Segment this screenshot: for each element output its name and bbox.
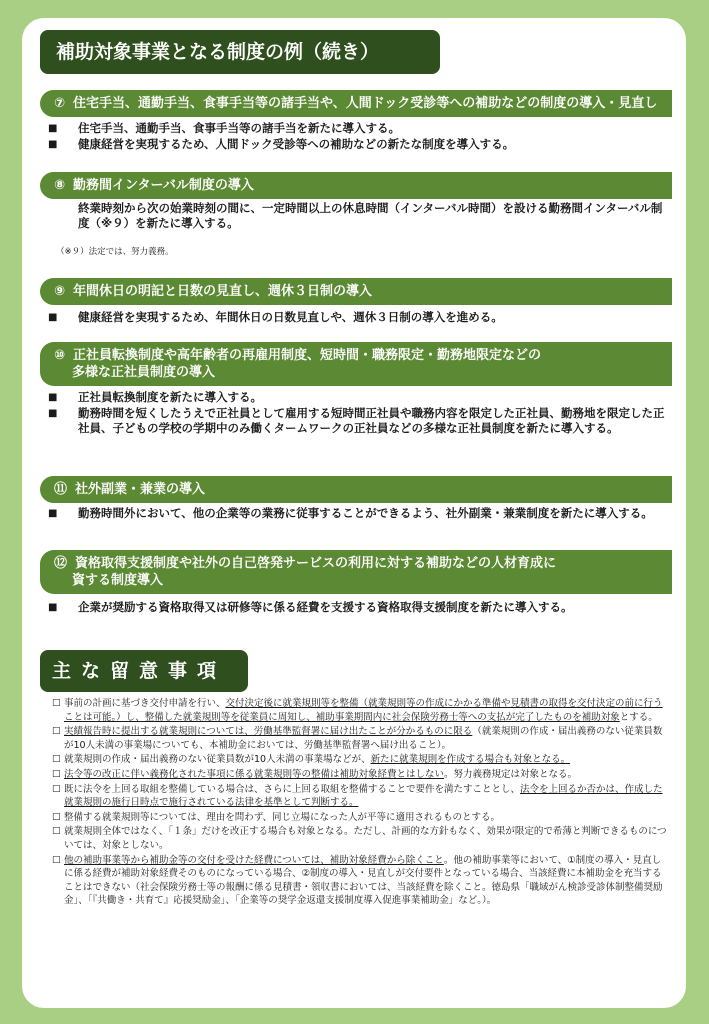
section-10-header	[40, 342, 672, 386]
list-item: ■ 健康経営を実現するため、年間休日の日数見直しや、週休３日制の導入を進める。	[48, 310, 503, 324]
section-heading: 住宅手当、通勤手当、食事手当等の諸手当や、人間ドック受診等への補助などの制度の導入・見直し	[73, 96, 658, 111]
checkbox-square-icon: □	[52, 726, 61, 737]
note-item	[52, 825, 668, 852]
section-9-bullets	[48, 310, 668, 326]
list-item: ■ 健康経営を実現するため、人間ドック受診等への補助などの新たな制度を導入する。	[48, 137, 515, 151]
notes-title: 主な留意事項	[40, 650, 248, 692]
note-item	[52, 768, 668, 782]
section-number: ⑪	[54, 482, 68, 497]
note-text: 実績報告時に提出する就業規則については、労働基準監督署に届け出たことが分かるものに限る（就業規則の作成・届出義務のない従業員数が10人未満の事業場についても、本補助金においては、労働基準監督署へ届け出ること）。	[64, 726, 663, 751]
page-title: 補助対象事業となる制度の例（続き）	[40, 30, 440, 74]
bullet-square-icon: ■	[48, 508, 58, 519]
list-item: ■ 勤務時間外において、他の企業等の業務に従事することができるよう、社外副業・兼業制度を新たに導入する。	[48, 506, 653, 520]
section-heading: 勤務間インターバル制度の導入	[73, 178, 254, 193]
bullet-square-icon: ■	[48, 602, 58, 613]
section-number: ⑨	[54, 284, 66, 299]
note-item	[52, 783, 668, 810]
section-12-bullets	[48, 600, 668, 616]
checkbox-square-icon: □	[52, 698, 61, 708]
section-heading-line2: 多様な正社員制度の導入	[72, 365, 216, 380]
section-12-header	[40, 550, 672, 594]
checkbox-square-icon: □	[52, 854, 61, 865]
list-item: ■ 勤務時間を短くしたうえで正社員として雇用する短時間正社員や職務内容を限定した正社員、勤務地を限定した正社員、子どもの学校の学期中のみ働くタームワークの正社員などの多様な正社員制度を新たに導入する。	[48, 406, 665, 435]
bullet-square-icon: ■	[48, 123, 58, 134]
checkbox-square-icon: □	[52, 811, 61, 822]
note-text: 事前の計画に基づき交付申請を行い、交付決定後に就業規則等を整備（就業規則等の作成にかかる準備や見積書の取得を交付決定の前に行うことは可能。）し、整備した就業規則等を従業員に周知し、補助事業期間内に社会保険労務士等への支払が完了したものを補助対象とする。	[64, 698, 663, 723]
footnote: （※９）法定では、努力義務。	[56, 247, 174, 257]
note-text: 法令等の改正に伴い義務化された事項に係る就業規則等の整備は補助対象経費とはしない。努力義務規定は対象となる。	[64, 768, 578, 780]
section-number: ⑫	[54, 556, 68, 571]
checkbox-square-icon: □	[52, 783, 61, 794]
bullet-square-icon: ■	[48, 312, 58, 323]
section-number: ⑦	[54, 96, 66, 111]
section-number: ⑩	[54, 348, 66, 363]
checkbox-square-icon: □	[52, 754, 61, 765]
section-heading: 正社員転換制度や高年齢者の再雇用制度、短時間・職務限定・勤務地限定などの	[73, 348, 542, 363]
note-text: 就業規則の作成・届出義務のない従業員数が10人未満の事業場などが、新たに就業規則を作成する場合も対象となる。	[64, 754, 571, 766]
note-item	[52, 725, 668, 752]
section-heading: 資格取得支援制度や社外の自己啓発サービスの利用に対する補助などの人材育成に	[75, 556, 557, 571]
note-text: 就業規則全体ではなく、「１条」だけを改正する場合も対象となる。ただし、計画的な方針もなく、効果が限定的で希薄と判断できるものについては、対象としない。	[64, 826, 667, 851]
section-number: ⑧	[54, 178, 66, 193]
notes-list	[52, 697, 668, 909]
list-item: ■ 正社員転換制度を新たに導入する。	[48, 390, 262, 404]
note-text: 他の補助事業等から補助金等の交付を受けた経費については、補助対象経費から除くこと。他の補助事業等において、①制度の導入・見直しに係る経費が補助対象経費そのものになっている場合、②制度の導入・見直しが交付要件となっている場合、当該経費に本補助金を充当することはできない（社会保険労務士等の報酬に係る見積書・領収書においては、当該経費を除くこと。徳島県「職域がん検診受診体制整備奨励金」、「『共働き・共育て』応援奨励金」、「企業等の奨学金返還支援制度導入促進事業補助金」など。）。	[64, 854, 663, 907]
section-11-header	[40, 476, 672, 503]
bullet-square-icon: ■	[48, 139, 58, 150]
section-11-bullets	[48, 506, 668, 522]
note-item	[52, 854, 668, 908]
section-heading: 年間休日の明記と日数の見直し、週休３日制の導入	[73, 284, 373, 299]
list-item: ■ 住宅手当、通勤手当、食事手当等の諸手当を新たに導入する。	[48, 121, 400, 135]
note-text: 整備する就業規則等については、理由を問わず、同じ立場になった人が平等に適用されるものとする。	[64, 811, 501, 823]
note-text: 既に法令を上回る取組を整備している場合は、さらに上回る取組を整備することで要件を満たすこととし、法令を上回るか否かは、作成した就業規則の施行日時点で施行されている法律を基準として判断する。	[64, 783, 663, 809]
note-item	[52, 753, 668, 767]
section-9-header	[40, 278, 672, 305]
section-8-text: 終業時刻から次の始業時刻の間に、一定時間以上の休息時間（インターバル時間）を設ける勤務間インターバル制度（※９）を新たに導入する。	[78, 201, 663, 230]
section-heading-line2: 資する制度導入	[72, 573, 164, 588]
list-item: ■ 企業が奨励する資格取得又は研修等に係る経費を支援する資格取得支援制度を新たに導入する。	[48, 600, 573, 614]
checkbox-square-icon: □	[52, 826, 61, 837]
section-8-header	[40, 172, 672, 199]
bullet-square-icon: ■	[48, 408, 58, 419]
bullet-square-icon: ■	[48, 392, 58, 403]
note-item	[52, 811, 668, 825]
note-item	[52, 697, 668, 724]
section-7-header	[40, 90, 672, 117]
section-10-bullets	[48, 390, 668, 437]
section-heading: 社外副業・兼業の導入	[75, 482, 206, 497]
checkbox-square-icon: □	[52, 768, 61, 779]
section-7-bullets	[48, 121, 668, 153]
